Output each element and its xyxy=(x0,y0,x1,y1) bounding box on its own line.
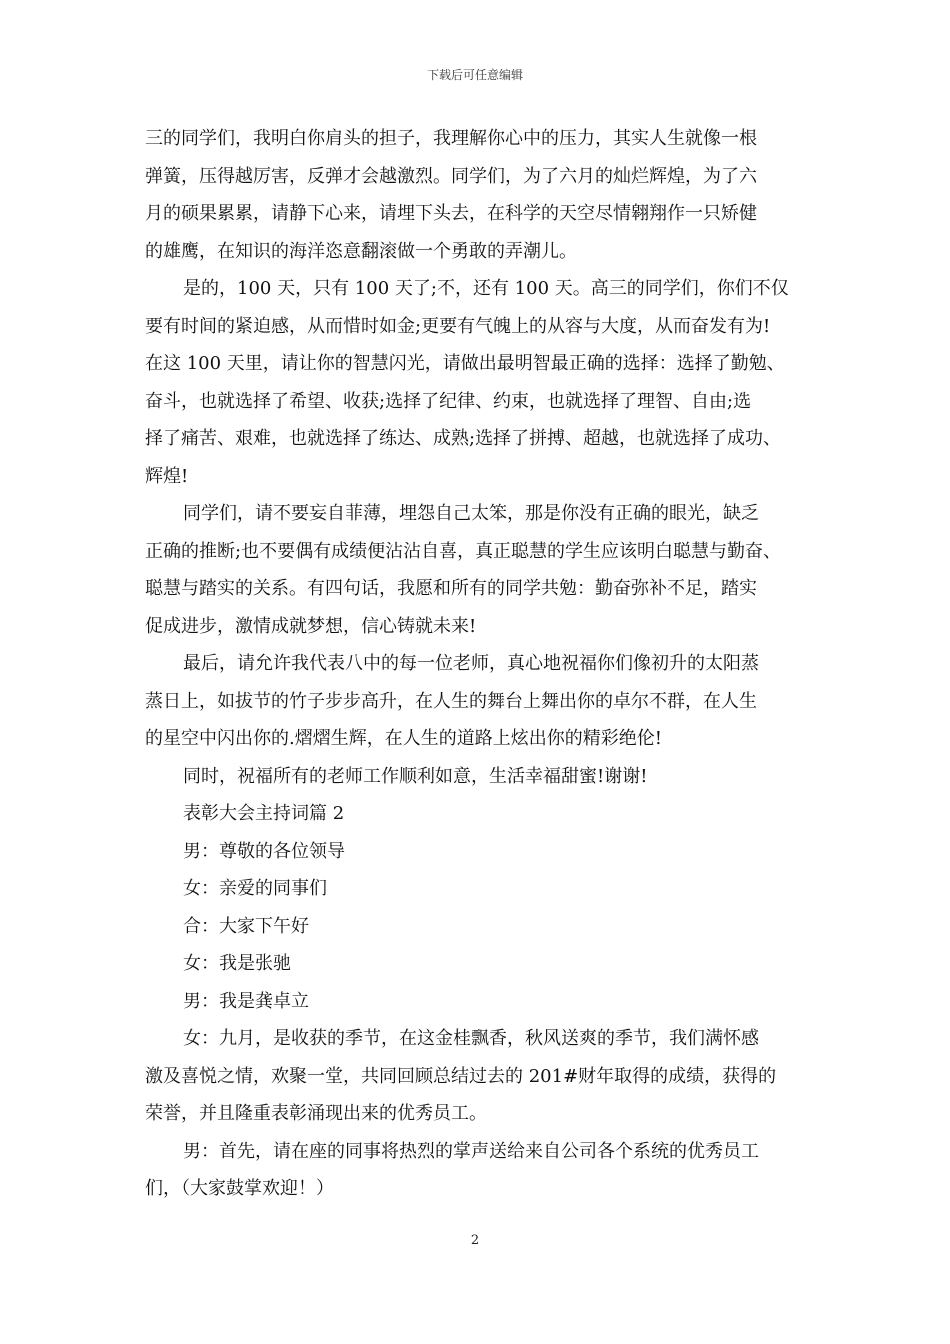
text-line: 蒸日上，如拔节的竹子步步高升，在人生的舞台上舞出你的卓尔不群，在人生 xyxy=(145,690,757,712)
text-line: 聪慧与踏实的关系。有四句话，我愿和所有的同学共勉：勤奋弥补不足，踏实 xyxy=(145,578,757,599)
text-line: 女：我是张驰 xyxy=(183,953,291,974)
text-line: 辉煌! xyxy=(145,465,189,487)
text-line: 们，（大家鼓掌欢迎！） xyxy=(145,1178,334,1199)
text-line: 女：九月，是收获的季节，在这金桂飘香，秋风送爽的季节，我们满怀感 xyxy=(183,1028,759,1049)
page-number: 2 xyxy=(470,1233,480,1248)
text-line: 三的同学们，我明白你肩头的担子，我理解你心中的压力，其实人生就像一根 xyxy=(145,128,757,149)
section-heading: 表彰大会主持词篇 2 xyxy=(183,803,345,824)
text-line: 正确的推断;也不要偶有成绩便沾沾自喜，真正聪慧的学生应该明白聪慧与勤奋、 xyxy=(145,540,782,562)
text-line: 男：尊敬的各位领导 xyxy=(183,840,345,862)
text-line: 荣誉，并且隆重表彰涌现出来的优秀员工。 xyxy=(145,1103,487,1124)
text-line: 合：大家下午好 xyxy=(183,915,309,937)
text-line: 激及喜悦之情，欢聚一堂，共同回顾总结过去的 201#财年取得的成绩，获得的 xyxy=(145,1065,777,1087)
text-line: 弹簧，压得越厉害，反弹才会越激烈。同学们，为了六月的灿烂辉煌，为了六 xyxy=(145,165,757,187)
text-line: 要有时间的紧迫感，从而惜时如金;更要有气魄上的从容与大度，从而奋发有为! xyxy=(145,315,771,337)
page-header-note: 下载后可任意编辑 xyxy=(426,68,523,82)
text-line: 的星空中闪出你的.熠熠生辉，在人生的道路上炫出你的精彩绝伦! xyxy=(145,728,662,749)
text-line: 同时，祝福所有的老师工作顺利如意，生活幸福甜蜜!谢谢! xyxy=(183,765,648,787)
text-line: 在这 100 天里，请让你的智慧闪光，请做出最明智最正确的选择：选择了勤勉、 xyxy=(145,353,785,374)
text-line: 男：我是龚卓立 xyxy=(183,990,309,1012)
text-line: 最后，请允许我代表八中的每一位老师，真心地祝福你们像初升的太阳蒸 xyxy=(183,653,759,674)
text-line: 择了痛苦、艰难，也就选择了练达、成熟;选择了拼搏、超越，也就选择了成功、 xyxy=(145,428,782,449)
document-body xyxy=(145,120,810,1208)
text-line: 同学们，请不要妄自菲薄，埋怨自己太笨，那是你没有正确的眼光，缺乏 xyxy=(183,503,759,524)
text-line: 奋斗，也就选择了希望、收获;选择了纪律、约束，也就选择了理智、自由;选 xyxy=(145,390,752,412)
text-line: 男：首先，请在座的同事将热烈的掌声送给来自公司各个系统的优秀员工 xyxy=(183,1140,759,1162)
text-line: 月的硕果累累，请静下心来，请埋下头去，在科学的天空尽情翱翔作一只矫健 xyxy=(145,203,757,224)
text-line: 促成进步，激情成就梦想，信心铸就未来! xyxy=(145,615,477,637)
text-line: 是的，100 天，只有 100 天了;不，还有 100 天。高三的同学们，你们不仅 xyxy=(183,278,789,299)
text-line: 女：亲爱的同事们 xyxy=(183,878,327,899)
text-line: 的雄鹰，在知识的海洋恣意翻滚做一个勇敢的弄潮儿。 xyxy=(145,240,577,262)
